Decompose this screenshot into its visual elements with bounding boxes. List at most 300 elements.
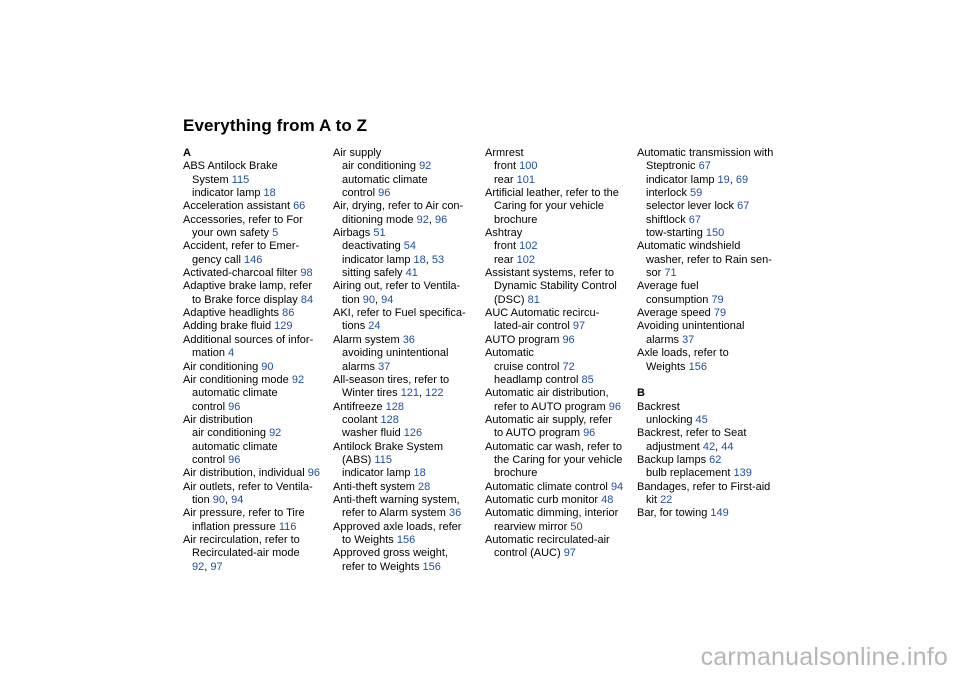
entry-text: Automatic recirculated-air: [485, 533, 610, 546]
entry-text: All-season tires, refer to: [333, 373, 450, 386]
index-entry: [183, 334, 333, 347]
entry-text: adjustment: [646, 440, 703, 453]
page-link[interactable]: 102: [519, 240, 538, 253]
index-entry: [485, 267, 635, 280]
page-link[interactable]: 62: [709, 453, 722, 466]
entry-text: Automatic car wash, refer to: [485, 440, 622, 453]
index-subentry: [183, 174, 333, 187]
index-entry: [485, 187, 635, 200]
page-link[interactable]: 92: [416, 213, 429, 226]
index-subentry: [183, 427, 333, 440]
page-link[interactable]: 121: [400, 387, 420, 400]
entry-text: Acceleration assistant: [183, 200, 294, 213]
page-link[interactable]: 100: [519, 160, 538, 173]
entry-text: Additional sources of infor-: [183, 333, 314, 346]
index-entry: [485, 307, 635, 320]
entry-text: Bar, for towing: [637, 507, 711, 520]
page-link[interactable]: 101: [516, 173, 535, 186]
index-entry: [333, 494, 483, 507]
entry-text: Antilock Brake System: [333, 440, 444, 453]
index-subentry: [333, 187, 483, 200]
index-entry: [183, 160, 333, 173]
index-subentry: [485, 427, 635, 440]
page-link[interactable]: 4: [228, 347, 235, 360]
index-entry: [183, 507, 333, 520]
entry-text: your own safety: [192, 227, 273, 240]
page-link[interactable]: 19: [717, 173, 730, 186]
entry-text: Accident, refer to Emer-: [183, 240, 300, 253]
page-link[interactable]: 90: [212, 493, 226, 506]
entry-text: deactivating: [342, 240, 404, 253]
page-link[interactable]: 102: [516, 253, 535, 266]
page-link[interactable]: 86: [282, 307, 295, 320]
entry-text: rear: [494, 173, 517, 186]
page-separator: ,: [428, 213, 435, 226]
entry-text: coolant: [342, 413, 381, 426]
page-link[interactable]: 96: [378, 187, 391, 200]
page-link[interactable]: 51: [373, 227, 386, 240]
index-subentry: [333, 467, 483, 480]
entry-text: Airing out, refer to Ventila-: [333, 280, 461, 293]
page-link[interactable]: 79: [713, 307, 727, 320]
index-subentry: [183, 254, 333, 267]
entry-text: Backrest: [637, 400, 680, 413]
index-subentry: [485, 454, 635, 467]
entry-text: Automatic: [485, 347, 534, 360]
index-entry: [637, 507, 787, 520]
entry-text: alarms: [342, 360, 379, 373]
page-link[interactable]: 36: [402, 333, 415, 346]
entry-text: bulb replacement: [646, 467, 734, 480]
entry-text: System: [192, 173, 232, 186]
index-subentry: [485, 521, 635, 534]
page-link[interactable]: 156: [422, 560, 441, 573]
page-link[interactable]: 96: [583, 427, 596, 440]
index-entry: [183, 361, 333, 374]
entry-text: consumption: [646, 293, 712, 306]
entry-text: brochure: [494, 213, 538, 226]
entry-text: gency call: [192, 253, 244, 266]
entry-text: Recirculated-air mode: [192, 547, 300, 560]
index-subentry: [333, 361, 483, 374]
page-link[interactable]: 126: [403, 427, 423, 440]
entry-text: Air, drying, refer to Air con-: [333, 200, 464, 213]
index-subentry: [485, 280, 635, 293]
entry-text: Backrest, refer to Seat: [637, 427, 747, 440]
entry-text: refer to AUTO program: [494, 400, 609, 413]
page-link[interactable]: 59: [690, 187, 703, 200]
page-link[interactable]: 81: [527, 293, 540, 306]
page-link[interactable]: 129: [274, 320, 293, 333]
index-entry: [333, 481, 483, 494]
page-link[interactable]: 92: [291, 373, 305, 386]
index-entry: [183, 307, 333, 320]
page-link[interactable]: 115: [231, 173, 250, 186]
entry-text: AUTO program: [485, 333, 563, 346]
page-link[interactable]: 79: [711, 293, 724, 306]
index-entry: [485, 227, 635, 240]
entry-text: Armrest: [485, 147, 524, 159]
entry-text: (ABS): [342, 453, 375, 466]
entry-text: Adaptive brake lamp, refer: [183, 280, 313, 293]
entry-text: front: [494, 160, 520, 173]
section-letter: [637, 387, 787, 400]
index-entry: [485, 441, 635, 454]
entry-text: Activated-charcoal filter: [183, 267, 301, 280]
entry-text: Air supply: [333, 147, 382, 159]
entry-text: selector lever lock: [646, 200, 738, 213]
index-entry: [485, 147, 635, 160]
index-subentry: [637, 414, 787, 427]
index-entry: [333, 227, 483, 240]
index-subentry: [637, 494, 787, 507]
page-separator: ,: [729, 173, 736, 186]
page-link[interactable]: 45: [695, 413, 708, 426]
index-entry: [637, 240, 787, 253]
index-entry: [333, 374, 483, 387]
entry-text: alarms: [646, 333, 683, 346]
index-subentry: [485, 214, 635, 227]
index-subentry: [485, 174, 635, 187]
index-subentry: [637, 160, 787, 173]
entry-text: Ashtray: [485, 227, 523, 240]
index-subentry: [485, 294, 635, 307]
index-entry: [485, 494, 635, 507]
page-link[interactable]: 5: [272, 227, 279, 240]
index-subentry: [333, 427, 483, 440]
index-subentry: [637, 361, 787, 374]
page-link[interactable]: 50: [570, 520, 583, 533]
page-link[interactable]: 69: [735, 173, 749, 186]
index-subentry: [637, 174, 787, 187]
entry-text: control: [192, 453, 229, 466]
entry-text: to Weights: [342, 533, 397, 546]
page-link[interactable]: 116: [278, 520, 297, 533]
page-link[interactable]: 42: [702, 440, 716, 453]
index-subentry: [485, 374, 635, 387]
page-link[interactable]: 85: [581, 373, 594, 386]
index-subentry: [183, 401, 333, 414]
entry-text: control: [192, 400, 229, 413]
page-link[interactable]: 67: [688, 213, 702, 226]
entry-text: Artificial leather, refer to the: [485, 187, 619, 200]
page-link[interactable]: 92: [419, 160, 432, 173]
page-link[interactable]: 94: [381, 293, 394, 306]
page-link[interactable]: 96: [562, 333, 575, 346]
page-link[interactable]: 48: [601, 493, 614, 506]
page-link[interactable]: 90: [261, 360, 274, 373]
section-letter: [183, 147, 333, 160]
entry-text: front: [494, 240, 520, 253]
index-entry: [333, 547, 483, 560]
entry-text: to AUTO program: [494, 427, 584, 440]
index-subentry: [485, 320, 635, 333]
entry-text: shiftlock: [646, 213, 689, 226]
entry-text: to Brake force display: [192, 293, 301, 306]
index-entry: [183, 240, 333, 253]
page-link[interactable]: 96: [307, 467, 320, 480]
entry-text: Air pressure, refer to Tire: [183, 507, 305, 520]
index-subentry: [637, 187, 787, 200]
page-link[interactable]: 24: [368, 320, 381, 333]
index-entry: [485, 507, 635, 520]
entry-text: mation: [192, 347, 229, 360]
index-subentry: [485, 547, 635, 560]
page-link[interactable]: 18: [413, 467, 426, 480]
entry-text: indicator lamp: [192, 187, 264, 200]
page-link[interactable]: 22: [660, 493, 673, 506]
page-link[interactable]: 28: [417, 480, 431, 493]
entry-text: interlock: [646, 187, 691, 200]
page-link[interactable]: 54: [403, 240, 417, 253]
page-link[interactable]: 90: [362, 293, 376, 306]
index-subentry: [637, 294, 787, 307]
entry-text: B: [637, 387, 645, 400]
entry-text: control: [342, 187, 379, 200]
entry-text: refer to Alarm system: [342, 507, 449, 520]
index-entry: [637, 454, 787, 467]
entry-text: Alarm system: [333, 333, 403, 346]
entry-text: air conditioning: [192, 427, 270, 440]
entry-text: Automatic dimming, interior: [485, 507, 619, 520]
page-link[interactable]: 44: [721, 440, 734, 453]
index-entry: [485, 334, 635, 347]
index-subentry: [183, 294, 333, 307]
entry-text: Steptronic: [646, 160, 699, 173]
index-subentry: [637, 254, 787, 267]
index-subentry: [333, 267, 483, 280]
index-column-3: [485, 147, 635, 561]
entry-text: automatic climate: [192, 440, 278, 453]
page-link[interactable]: 98: [300, 267, 313, 280]
index-entry: [333, 147, 483, 160]
index-subentry: [637, 334, 787, 347]
entry-text: sitting safely: [342, 267, 406, 280]
entry-text: tion: [192, 493, 213, 506]
index-entry: [637, 427, 787, 440]
index-subentry: [333, 414, 483, 427]
page-link[interactable]: 41: [405, 267, 418, 280]
index-subentry: [637, 214, 787, 227]
entry-text: indicator lamp: [646, 173, 718, 186]
page-link[interactable]: 97: [572, 320, 586, 333]
index-entry: [637, 307, 787, 320]
index-column-2: [333, 147, 483, 574]
page-link[interactable]: 36: [448, 507, 462, 520]
index-entry: [333, 280, 483, 293]
entry-text: (DSC): [494, 293, 528, 306]
page-separator: ,: [225, 493, 232, 506]
entry-text: A: [183, 147, 191, 159]
page-separator: ,: [375, 293, 382, 306]
entry-text: Antifreeze: [333, 400, 386, 413]
page-link[interactable]: 115: [374, 453, 392, 466]
page-link[interactable]: 156: [396, 533, 416, 546]
entry-text: headlamp control: [494, 373, 582, 386]
page-link[interactable]: 96: [608, 400, 621, 413]
page-link[interactable]: 97: [563, 547, 576, 560]
index-subentry: [183, 521, 333, 534]
page-link[interactable]: 149: [710, 507, 729, 520]
entry-text: the Caring for your vehicle: [494, 453, 623, 466]
entry-text: Automatic air distribution,: [485, 387, 609, 400]
entry-text: avoiding unintentional: [342, 347, 449, 360]
page-link[interactable]: 156: [688, 360, 707, 373]
index-subentry: [333, 561, 483, 574]
page-link[interactable]: 97: [210, 560, 223, 573]
index-entry: [637, 481, 787, 494]
index-subentry: [333, 387, 483, 400]
page-link[interactable]: 139: [733, 467, 752, 480]
entry-text: tow-starting: [646, 227, 706, 240]
index-subentry: [485, 361, 635, 374]
index-subentry: [637, 467, 787, 480]
index-entry: [485, 347, 635, 360]
page-link[interactable]: 128: [380, 413, 399, 426]
entry-text: cruise control: [494, 360, 563, 373]
index-subentry: [637, 227, 787, 240]
page-link[interactable]: 150: [705, 227, 725, 240]
entry-text: refer to Weights: [342, 560, 423, 573]
index-subentry: [333, 160, 483, 173]
index-entry: [637, 147, 787, 160]
entry-text: Automatic climate control: [485, 480, 611, 493]
index-subentry: [333, 254, 483, 267]
entry-text: Air recirculation, refer to: [183, 533, 300, 546]
entry-text: Winter tires: [342, 387, 401, 400]
index-entry: [183, 280, 333, 293]
page-link[interactable]: 37: [378, 360, 391, 373]
index-entry: [485, 414, 635, 427]
entry-text: Weights: [646, 360, 689, 373]
entry-text: kit: [646, 493, 661, 506]
page-link[interactable]: 92: [269, 427, 282, 440]
page-link[interactable]: 53: [431, 253, 445, 266]
page-link[interactable]: 94: [610, 480, 624, 493]
page-link[interactable]: 122: [425, 387, 444, 400]
index-subentry: [333, 534, 483, 547]
entry-text: tions: [342, 320, 369, 333]
entry-text: rear: [494, 253, 517, 266]
entry-text: indicator lamp: [342, 467, 414, 480]
index-subentry: [183, 441, 333, 454]
entry-text: Caring for your vehicle: [494, 200, 605, 213]
index-entry: [183, 320, 333, 333]
entry-text: Avoiding unintentional: [637, 320, 745, 333]
entry-text: sor: [646, 267, 665, 280]
entry-text: Axle loads, refer to: [637, 347, 729, 360]
entry-text: air conditioning: [342, 160, 420, 173]
page-separator: ,: [425, 253, 432, 266]
index-subentry: [183, 454, 333, 467]
page-link[interactable]: 37: [682, 333, 695, 346]
index-entry: [333, 334, 483, 347]
entry-text: ABS Antilock Brake: [183, 160, 278, 173]
page-link[interactable]: 96: [228, 453, 241, 466]
page-link[interactable]: 84: [300, 293, 314, 306]
entry-text: Accessories, refer to For: [183, 213, 303, 226]
page-link[interactable]: 94: [231, 493, 244, 506]
index-column-1: [183, 147, 333, 574]
entry-text: Air conditioning mode: [183, 373, 292, 386]
page-link[interactable]: 72: [562, 360, 575, 373]
entry-text: Air outlets, refer to Ventila-: [183, 480, 313, 493]
index-subentry: [333, 507, 483, 520]
index-subentry: [183, 387, 333, 400]
index-entry: [333, 521, 483, 534]
index-subentry: [485, 200, 635, 213]
entry-text: AKI, refer to Fuel specifica-: [333, 307, 466, 320]
index-subentry: [637, 267, 787, 280]
entry-text: Automatic transmission with: [637, 147, 774, 159]
index-entry: [333, 307, 483, 320]
index-entry: [637, 401, 787, 414]
index-entry: [183, 374, 333, 387]
index-entry: [637, 320, 787, 333]
entry-text: indicator lamp: [342, 253, 414, 266]
entry-text: AUC Automatic recircu-: [485, 307, 600, 320]
entry-text: Air conditioning: [183, 360, 262, 373]
index-entry: [333, 200, 483, 213]
index-entry: [333, 401, 483, 414]
entry-text: lated-air control: [494, 320, 573, 333]
page-separator: ,: [204, 560, 211, 573]
entry-text: Automatic windshield: [637, 240, 741, 253]
page-link[interactable]: 92: [192, 560, 205, 573]
index-entry: [637, 347, 787, 360]
index-subentry: [333, 174, 483, 187]
index-subentry: [485, 240, 635, 253]
index-entry: [183, 267, 333, 280]
entry-text: Approved axle loads, refer: [333, 520, 462, 533]
index-entry: [183, 414, 333, 427]
entry-text: washer, refer to Rain sen-: [646, 253, 772, 266]
page-link[interactable]: 18: [263, 187, 276, 200]
entry-text: control (AUC): [494, 547, 564, 560]
entry-text: Adding brake fluid: [183, 320, 275, 333]
page-link[interactable]: 67: [737, 200, 750, 213]
entry-text: Air distribution, individual: [183, 467, 308, 480]
page-link[interactable]: 67: [698, 160, 711, 173]
entry-text: automatic climate: [342, 173, 428, 186]
page-link[interactable]: 128: [385, 400, 404, 413]
page-link[interactable]: 18: [413, 253, 426, 266]
entry-text: Airbags: [333, 227, 374, 240]
page-link[interactable]: 71: [664, 267, 677, 280]
entry-text: Automatic air supply, refer: [485, 413, 612, 426]
entry-text: rearview mirror: [494, 520, 571, 533]
page-link[interactable]: 146: [243, 253, 263, 266]
page-link[interactable]: 66: [293, 200, 306, 213]
entry-text: inflation pressure: [192, 520, 279, 533]
page-link[interactable]: 96: [434, 213, 448, 226]
watermark: carmanualsonline.info: [700, 643, 948, 671]
entry-text: Anti-theft warning system,: [333, 493, 460, 506]
index-subentry: [183, 347, 333, 360]
index-subentry: [333, 347, 483, 360]
index-subentry: [333, 294, 483, 307]
index-subentry: [637, 441, 787, 454]
page-link[interactable]: 96: [228, 400, 241, 413]
entry-text: Average fuel: [637, 280, 699, 293]
index-entry: [485, 387, 635, 400]
index-subentry: [333, 320, 483, 333]
entry-text: automatic climate: [192, 387, 278, 400]
index-subentry: [485, 401, 635, 414]
section-gap: [637, 374, 787, 387]
entry-text: Backup lamps: [637, 453, 710, 466]
index-subentry: [183, 547, 333, 560]
